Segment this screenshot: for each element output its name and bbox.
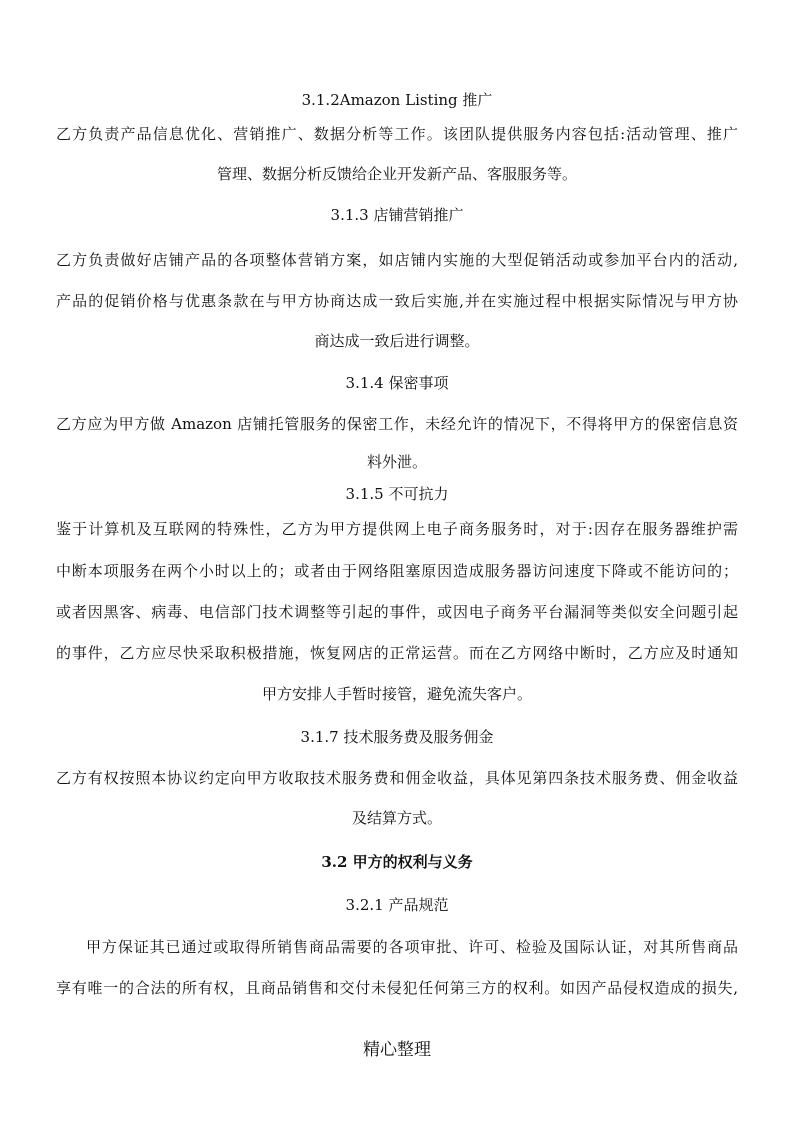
heading-3-1-7: 3.1.7 技术服务费及服务佣金 (300, 728, 494, 746)
heading-3-1-4: 3.1.4 保密事项 (345, 374, 449, 392)
paragraph-line: 乙方有权按照本协议约定向甲方收取技术服务费和佣金收益，具体见第四条技术服务费、佣金收益 (56, 769, 738, 787)
paragraph-line: 享有唯一的合法的所有权，且商品销售和交付未侵犯任何第三方的权利。如因产品侵权造成的损失, (56, 979, 738, 997)
paragraph-line: 乙方应为甲方做 Amazon 店铺托管服务的保密工作，未经允许的情况下，不得将甲方的保密信息资 (56, 415, 738, 433)
paragraph-line: 及结算方式。 (351, 809, 442, 827)
paragraph-line: 鉴于计算机及互联网的特殊性，乙方为甲方提供网上电子商务服务时，对于:因存在服务器维护需 (56, 520, 738, 538)
heading-3-2-1: 3.2.1 产品规范 (345, 896, 449, 914)
paragraph-line: 乙方负责做好店铺产品的各项整体营销方案，如店铺内实施的大型促销活动或参加平台内的活动, (56, 251, 738, 269)
paragraph-line: 或者因黑客、病毒、电信部门技术调整等引起的事件，或因电子商务平台漏洞等类似安全问题引起 (56, 603, 738, 621)
paragraph-line: 乙方负责产品信息优化、营销推广、数据分析等工作。该团队提供服务内容包括:活动管理、推广 (56, 125, 738, 143)
heading-3-1-5: 3.1.5 不可抗力 (345, 485, 449, 503)
page-footer: 精心整理 (363, 1040, 431, 1060)
paragraph-line: 中断本项服务在两个小时以上的；或者由于网络阻塞原因造成服务器访问速度下降或不能访问的； (56, 562, 738, 580)
paragraph-line: 甲方安排人手暂时接管，避免流失客户。 (261, 685, 532, 703)
paragraph-line: 料外泄。 (366, 453, 427, 471)
paragraph-line: 的事件，乙方应尽快采取积极措施，恢复网店的正常运营。而在乙方网络中断时，乙方应及时通知 (56, 644, 738, 662)
heading-3-1-3: 3.1.3 店铺营销推广 (330, 206, 464, 224)
paragraph-line: 产品的促销价格与优惠条款在与甲方协商达成一致后实施,并在实施过程中根据实际情况与甲方协 (56, 292, 738, 310)
paragraph-line: 管理、数据分析反馈给企业开发新产品、客服服务等。 (216, 165, 577, 183)
heading-3-2: 3.2 甲方的权利与义务 (321, 853, 473, 871)
paragraph-line: 甲方保证其已通过或取得所销售商品需要的各项审批、许可、检验及国际认证，对其所售商品 (86, 938, 738, 956)
paragraph-line: 商达成一致后进行调整。 (314, 332, 480, 350)
heading-3-1-2: 3.1.2Amazon Listing 推广 (301, 91, 493, 109)
